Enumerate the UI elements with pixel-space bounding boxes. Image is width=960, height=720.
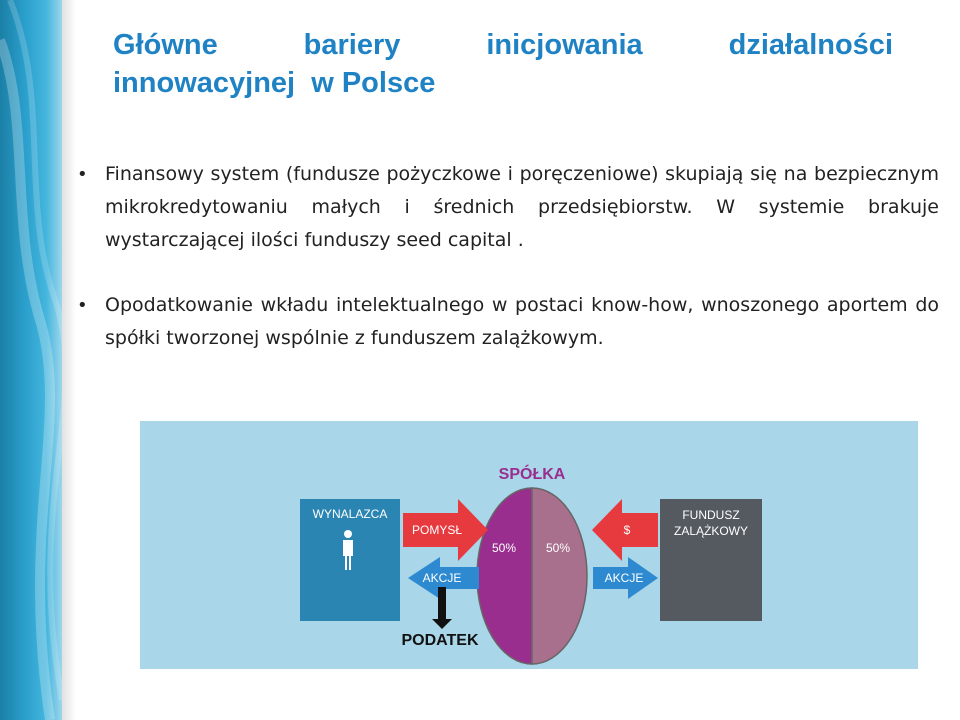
- band-shadow: [62, 0, 76, 720]
- arrow-shares-left-label: AKCJE: [422, 571, 462, 585]
- ownership-pie: [477, 488, 587, 664]
- pie-slice-inventor: [477, 488, 532, 664]
- bullet-item: • Opodatkowanie wkładu intelektualnego w postaci know-how, wnoszonego aportem do spółki tworzonej wspólnie z funduszem zalążkowym.: [77, 289, 939, 355]
- title-word: działalności: [728, 29, 893, 61]
- arrow-shares-right-label: AKCJE: [604, 571, 644, 585]
- fund-label-line2: ZALĄŻKOWY: [673, 524, 749, 538]
- title-word: inicjowania: [486, 29, 643, 61]
- bullet-list: [77, 158, 939, 387]
- tax-label: PODATEK: [401, 632, 479, 649]
- fund-label-line1: FUNDUSZ: [682, 508, 740, 522]
- company-label: SPÓŁKA: [498, 466, 566, 483]
- ownership-diagram: [140, 421, 918, 669]
- bullet-item: • Finansowy system (fundusze pożyczkowe i poręczeniowe) skupiają się na bezpiecznym mikrokredytowaniu małych i średnich przedsiębiorstw. W systemie brakuje wystarczającej ilości funduszy seed capital .: [77, 158, 939, 257]
- arrow-money-label: $: [623, 523, 631, 537]
- title-line-2: innowacyjnej w Polsce: [113, 67, 436, 99]
- share-inventor: 50%: [491, 541, 517, 555]
- inventor-label: WYNALAZCA: [312, 507, 388, 521]
- left-decorative-band: [0, 0, 62, 720]
- share-fund: 50%: [545, 541, 571, 555]
- title-word: Główne: [113, 29, 218, 61]
- arrow-idea-label: POMYSŁ: [411, 523, 463, 537]
- title-line-1: [113, 26, 893, 64]
- diagram-canvas: [140, 421, 918, 669]
- pie-slice-fund: [532, 488, 587, 664]
- title-word: bariery: [303, 29, 401, 61]
- page-title: [113, 26, 893, 102]
- band-pattern: [0, 0, 62, 720]
